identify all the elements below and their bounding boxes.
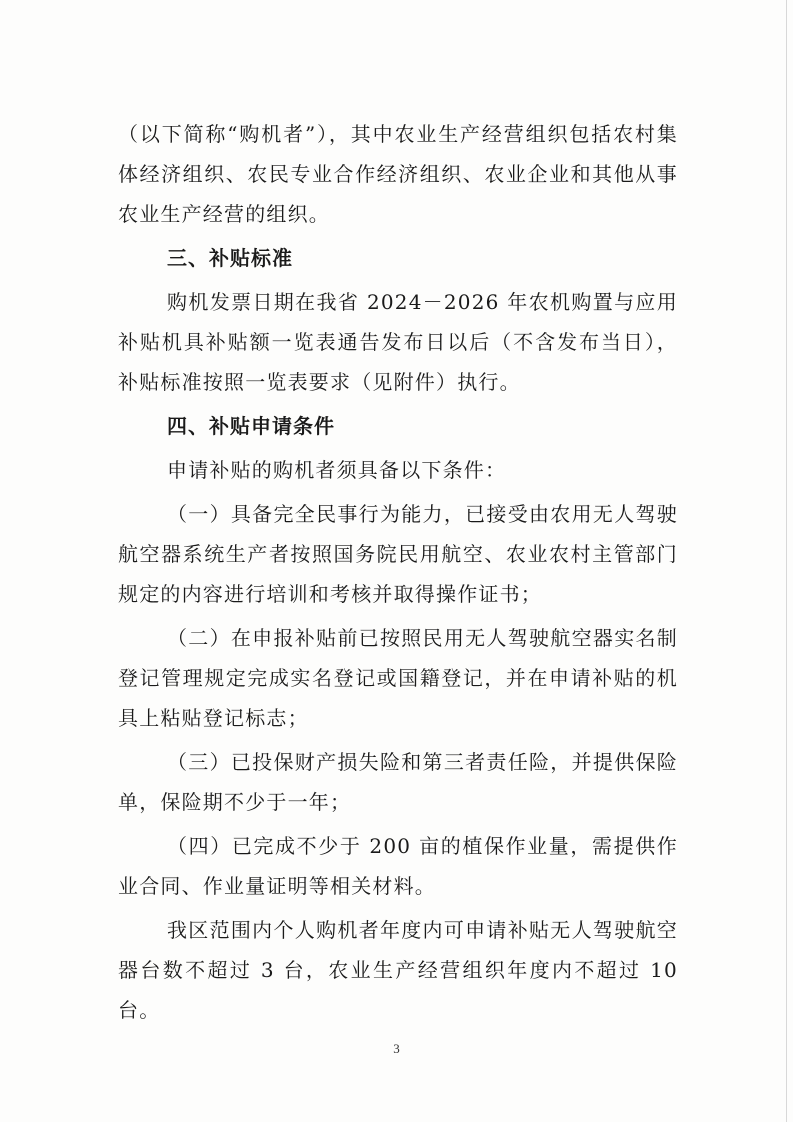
page-number: 3	[393, 1041, 400, 1056]
paragraph-condition-4: （四）已完成不少于 200 亩的植保作业量，需提供作业合同、作业量证明等相关材料。	[118, 834, 678, 898]
paragraph-conditions-intro: 申请补贴的购机者须具备以下条件：	[167, 458, 507, 482]
section-heading-application-conditions: 四、补贴申请条件	[167, 414, 335, 438]
paragraph-purchaser-definition: （以下简称“购机者”），其中农业生产经营组织包括农村集体经济组织、农民专业合作经济组织、农业企业和其他从事农业生产经营的组织。	[118, 122, 678, 226]
paragraph-condition-3: （三）已投保财产损失险和第三者责任险，并提供保险单，保险期不少于一年；	[118, 750, 678, 814]
paragraph-condition-2: （二）在申报补贴前已按照民用无人驾驶航空器实名制登记管理规定完成实名登记或国籍登记，并在申请补贴的机具上粘贴登记标志；	[118, 626, 678, 730]
paragraph-subsidy-standard: 购机发票日期在我省 2024－2026 年农机购置与应用补贴机具补贴额一览表通告发布日以后（不含发布当日），补贴标准按照一览表要求（见附件）执行。	[118, 290, 678, 394]
section-heading-subsidy-standard: 三、补贴标准	[167, 246, 293, 270]
paragraph-quantity-limit: 我区范围内个人购机者年度内可申请补贴无人驾驶航空器台数不超过 3 台，农业生产经营组织年度内不超过 10 台。	[118, 918, 678, 1022]
scan-edge-line	[786, 0, 787, 1122]
paragraph-condition-1: （一）具备完全民事行为能力，已接受由农用无人驾驶航空器系统生产者按照国务院民用航空、农业农村主管部门规定的内容进行培训和考核并取得操作证书；	[118, 502, 678, 606]
document-body	[118, 114, 678, 1030]
